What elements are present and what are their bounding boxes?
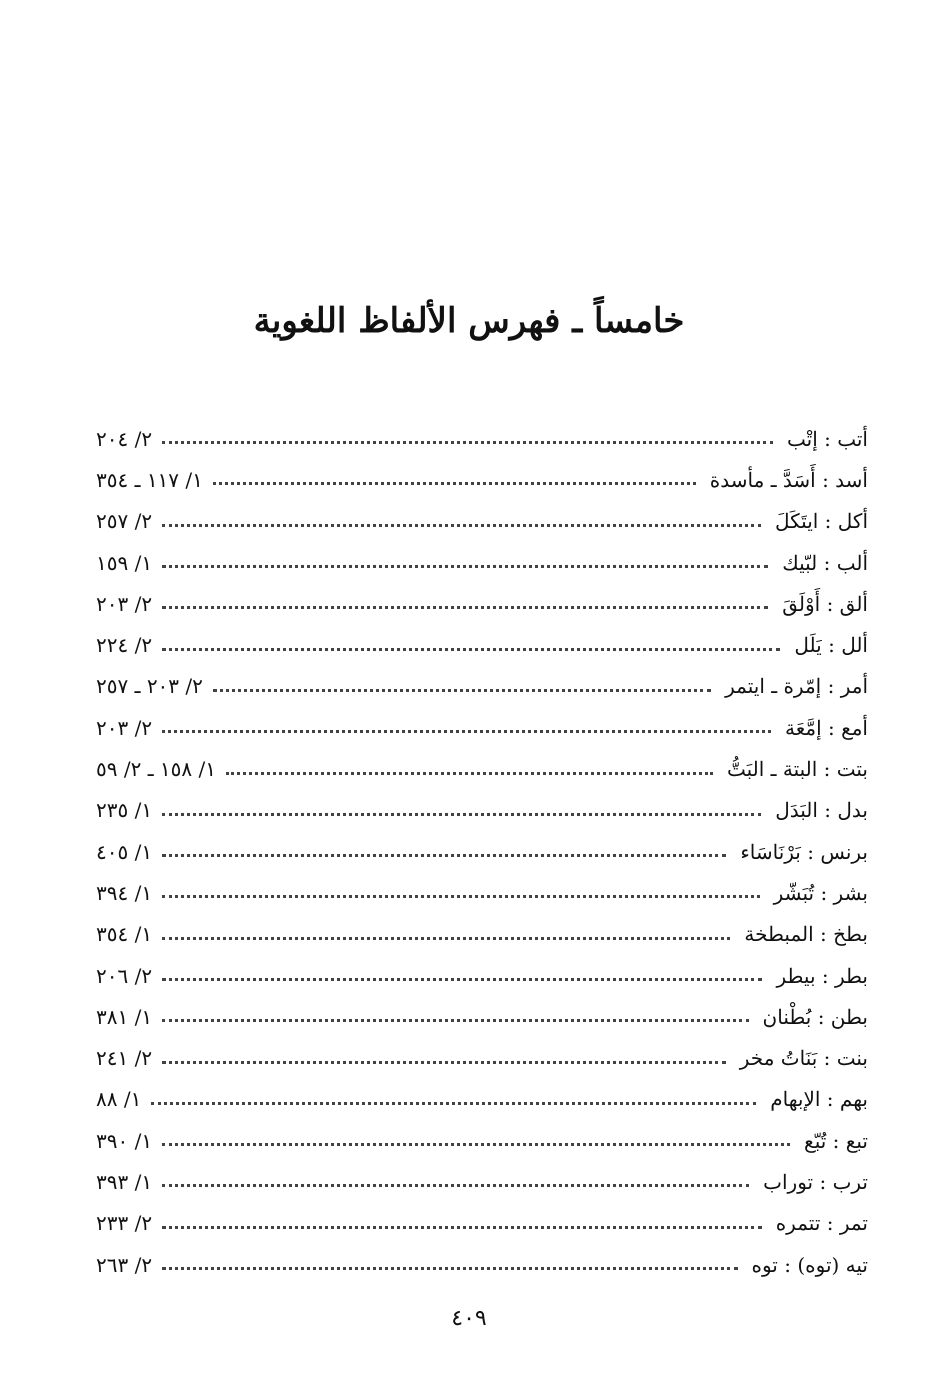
index-entry	[96, 996, 868, 1037]
entry-word: بدل : البَدَل	[775, 798, 868, 823]
entry-ref: ٢/ ٢٢٤	[96, 633, 153, 658]
entry-word: أمر : إمّرة ـ ايتمر	[725, 674, 868, 699]
entry-ref: ٢/ ٢٠٤	[96, 426, 153, 451]
dot-leader	[162, 895, 760, 898]
dot-leader	[162, 1267, 737, 1270]
entry-ref: ٢/ ٢٠٣	[96, 715, 153, 740]
dot-leader	[162, 1184, 749, 1187]
entry-ref: ١/ ٣٩٠	[96, 1128, 153, 1153]
entry-word: ألل : يَلَل	[794, 633, 868, 658]
index-entry	[96, 748, 868, 789]
entry-ref: ٢/ ٢٦٣	[96, 1252, 153, 1277]
entry-ref: ٢/ ٢٠٣ ـ ٢٥٧	[96, 674, 203, 699]
dot-leader	[213, 482, 696, 485]
index-entry	[96, 1079, 868, 1120]
page-number: ٤٠٩	[451, 1306, 487, 1331]
index-entry	[96, 1120, 868, 1161]
entry-word: بهم : الإبهام	[770, 1087, 868, 1112]
index-entry	[96, 583, 868, 624]
dot-leader	[213, 689, 711, 692]
entry-ref: ٢/ ٢٤١	[96, 1046, 153, 1071]
dot-leader	[162, 937, 730, 940]
dot-leader	[162, 1143, 790, 1146]
dot-leader	[162, 730, 771, 733]
entry-word: أمع : إمَّعَة	[784, 715, 868, 740]
index-entry	[96, 872, 868, 913]
entry-word: بنت : بَنَاتُ مخر	[739, 1046, 868, 1071]
index-entry	[96, 790, 868, 831]
index-entry	[96, 1037, 868, 1078]
index-entry	[96, 914, 868, 955]
dot-leader	[162, 1019, 748, 1022]
index-entry	[96, 624, 868, 665]
entry-word: أتب : إتْب	[787, 426, 868, 451]
entry-ref: ١/ ٣٩٣	[96, 1169, 153, 1194]
dot-leader	[162, 606, 768, 609]
entry-ref: ١/ ١٥٨ ـ ٢/ ٥٩	[96, 757, 217, 782]
entry-ref: ٢/ ٢٠٣	[96, 591, 153, 616]
entry-ref: ١/ ٢٣٥	[96, 798, 153, 823]
dot-leader	[151, 1102, 756, 1105]
index-entry	[96, 1203, 868, 1244]
entry-word: بطن : بُطْنان	[762, 1004, 868, 1029]
dot-leader	[162, 648, 780, 651]
entry-word: تيه (توه) : توه	[751, 1252, 868, 1277]
entry-word: ترب : توراب	[763, 1169, 868, 1194]
entry-ref: ١/ ٤٠٥	[96, 839, 153, 864]
entry-word: تمر : تتمره	[775, 1211, 868, 1236]
dot-leader	[162, 1061, 726, 1064]
dot-leader	[162, 854, 726, 857]
dot-leader	[226, 772, 713, 775]
entry-word: ألق : أَوْلَقَ	[782, 591, 868, 616]
entry-ref: ١/ ٣٩٤	[96, 880, 153, 905]
entry-word: بتت : البتة ـ البَتُّ	[726, 757, 868, 782]
entry-ref: ١/ ٨٨	[96, 1087, 142, 1112]
index-entry	[96, 831, 868, 872]
dot-leader	[162, 813, 761, 816]
entry-word: برنس : بَرْنَاسَاء	[740, 839, 868, 864]
entry-word: أسد : أَسَدَّ ـ مأسدة	[709, 467, 868, 492]
dot-leader	[162, 441, 773, 444]
entry-word: أكل : ايتَكَلَ	[774, 509, 868, 534]
dot-leader	[162, 565, 768, 568]
index-entry	[96, 1161, 868, 1202]
entry-word: بطخ : المبطخة	[744, 922, 868, 947]
index-entry	[96, 955, 868, 996]
entry-ref: ١/ ٣٥٤	[96, 922, 153, 947]
entry-word: بطر : بيطر	[776, 963, 868, 988]
index-entry	[96, 501, 868, 542]
entry-word: بشر : تُبَشّر	[773, 880, 868, 905]
entry-ref: ٢/ ٢٥٧	[96, 509, 153, 534]
index-entry	[96, 418, 868, 459]
page-title: خامساً ـ فهرس الألفاظ اللغوية	[253, 300, 685, 341]
entry-ref: ٢/ ٢٣٣	[96, 1211, 153, 1236]
entry-ref: ١/ ١١٧ ـ ٣٥٤	[96, 467, 203, 492]
index-entry	[96, 707, 868, 748]
entry-ref: ١/ ١٥٩	[96, 550, 153, 575]
index-list	[96, 418, 868, 1285]
entry-word: تبع : تُبّع	[804, 1128, 868, 1153]
dot-leader	[162, 1226, 762, 1229]
index-entry	[96, 459, 868, 500]
index-entry	[96, 1244, 868, 1285]
entry-ref: ٢/ ٢٠٦	[96, 963, 153, 988]
entry-ref: ١/ ٣٨١	[96, 1004, 153, 1029]
index-entry	[96, 666, 868, 707]
dot-leader	[162, 978, 762, 981]
index-entry	[96, 542, 868, 583]
entry-word: ألب : لبّيك	[782, 550, 868, 575]
dot-leader	[162, 524, 761, 527]
